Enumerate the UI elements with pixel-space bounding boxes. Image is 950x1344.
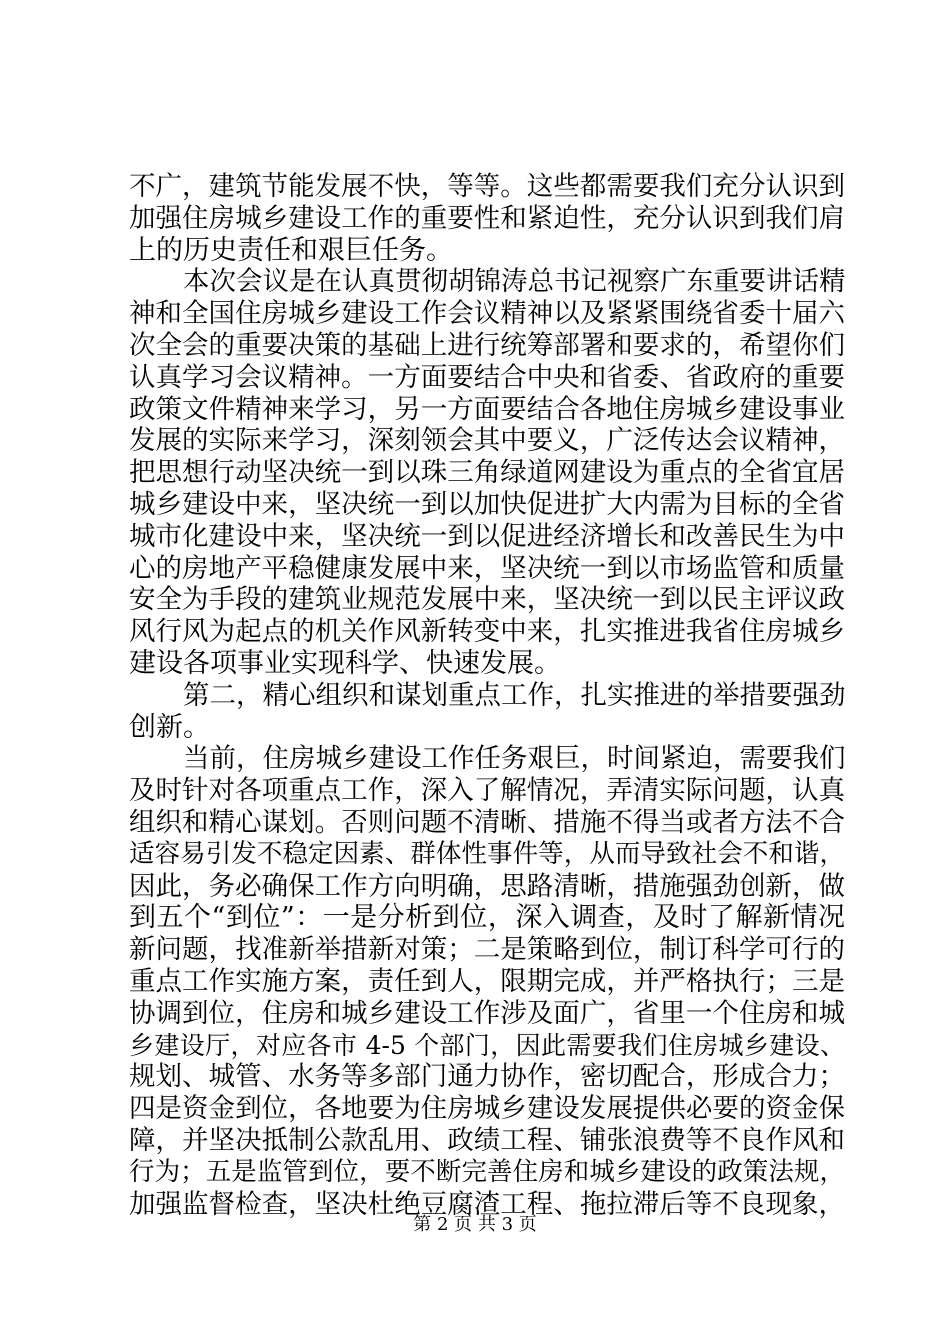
text-line: 新问题，找准新举措新对策；二是策略到位，制订科学可行的	[129, 934, 845, 966]
text-line: 障，并坚决抵制公款乱用、政绩工程、铺张浪费等不良作风和	[129, 1124, 845, 1156]
text-line: 创新。	[129, 711, 210, 743]
text-line: 神和全国住房城乡建设工作会议精神以及紧紧围绕省委十届六	[129, 298, 845, 330]
text-line: 当前，住房城乡建设工作任务艰巨，时间紧迫，需要我们	[183, 743, 846, 775]
text-line: 心的房地产平稳健康发展中来，坚决统一到以市场监管和质量	[129, 552, 845, 584]
document-body	[129, 171, 845, 1220]
text-line: 安全为手段的建筑业规范发展中来，坚决统一到以民主评议政	[129, 584, 845, 616]
text-line: 到五个“到位”：一是分析到位，深入调查，及时了解新情况	[129, 902, 845, 934]
text-line: 风行风为起点的机关作风新转变中来，扎实推进我省住房城乡	[129, 616, 845, 648]
text-line: 次全会的重要决策的基础上进行统筹部署和要求的，希望你们	[129, 329, 845, 361]
text-line: 因此，务必确保工作方向明确，思路清晰，措施强劲创新，做	[129, 870, 845, 902]
text-line: 不广，建筑节能发展不快，等等。这些都需要我们充分认识到	[129, 171, 845, 202]
text-line: 建设各项事业实现科学、快速发展。	[129, 647, 561, 679]
text-line: 城乡建设中来，坚决统一到以加快促进扩大内需为目标的全省	[129, 488, 845, 520]
text-line: 协调到位，住房和城乡建设工作涉及面广，省里一个住房和城	[129, 997, 845, 1029]
text-line: 本次会议是在认真贯彻胡锦涛总书记视察广东重要讲话精	[183, 266, 846, 298]
text-line: 适容易引发不稳定因素、群体性事件等，从而导致社会不和谐，	[129, 838, 845, 869]
text-line: 认真学习会议精神。一方面要结合中央和省委、省政府的重要	[129, 361, 845, 393]
text-line: 城市化建设中来，坚决统一到以促进经济增长和改善民生为中	[129, 520, 845, 552]
text-line: 发展的实际来学习，深刻领会其中要义，广泛传达会议精神，	[129, 425, 845, 457]
text-line: 组织和精心谋划。否则问题不清晰、措施不得当或者方法不合	[129, 806, 845, 838]
text-line: 上的历史责任和艰巨任务。	[129, 234, 453, 266]
text-line: 重点工作实施方案，责任到人，限期完成，并严格执行；三是	[129, 965, 845, 997]
text-line: 四是资金到位，各地要为住房城乡建设发展提供必要的资金保	[129, 1093, 845, 1125]
text-line: 及时针对各项重点工作，深入了解情况，弄清实际问题，认真	[129, 775, 845, 807]
text-line: 乡建设厅，对应各市 4-5 个部门，因此需要我们住房城乡建设、	[129, 1030, 845, 1060]
page-footer: 第 2 页 共 3 页	[413, 1214, 537, 1235]
text-line: 规划、城管、水务等多部门通力协作，密切配合，形成合力；	[129, 1061, 845, 1093]
text-line: 加强监督检查，坚决杜绝豆腐渣工程、拖拉滞后等不良现象，	[129, 1188, 845, 1220]
text-line: 把思想行动坚决统一到以珠三角绿道网建设为重点的全省宜居	[129, 457, 845, 489]
text-line: 第二，精心组织和谋划重点工作，扎实推进的举措要强劲	[183, 679, 846, 711]
text-line: 行为；五是监管到位，要不断完善住房和城乡建设的政策法规，	[129, 1156, 845, 1187]
text-line: 政策文件精神来学习，另一方面要结合各地住房城乡建设事业	[129, 393, 845, 425]
text-line: 加强住房城乡建设工作的重要性和紧迫性，充分认识到我们肩	[129, 202, 845, 234]
